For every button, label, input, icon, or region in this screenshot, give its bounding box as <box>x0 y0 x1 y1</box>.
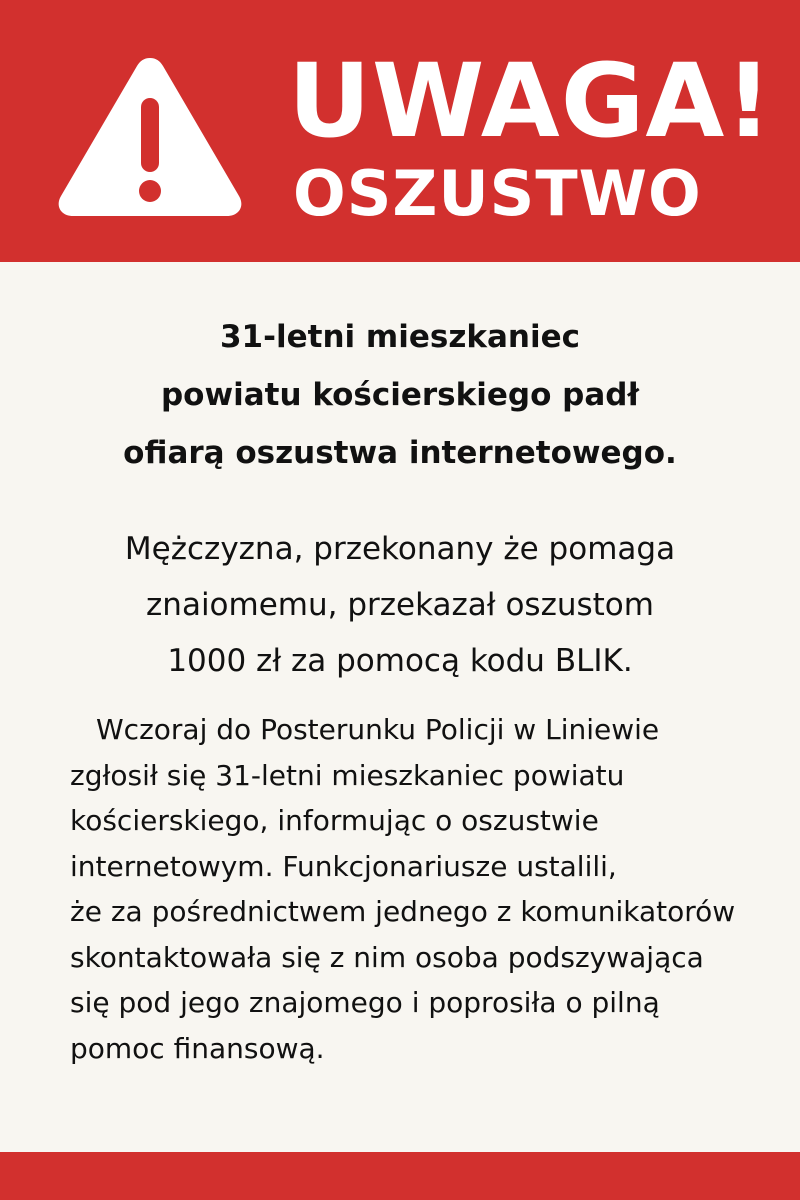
summary-line: 1000 zł za pomocą kodu BLIK. <box>167 643 633 679</box>
warning-subtitle: OSZUSTWO <box>293 157 702 230</box>
body-line: zgłosił się 31-letni mieszkaniec powiatu <box>70 758 625 792</box>
footer-bar <box>0 1152 800 1200</box>
body-line: że za pośrednictwem jednego z komunikatorów <box>70 895 736 928</box>
warning-banner <box>0 0 800 262</box>
summary <box>40 521 760 689</box>
headline-line: powiatu kościerskiego padł <box>160 377 639 413</box>
warning-triangle-icon <box>55 50 245 220</box>
headline-line: 31-letni mieszkaniec <box>219 319 581 355</box>
summary-line: znaiomemu, przekazał oszustom <box>146 587 654 623</box>
warning-title: UWAGA! <box>288 42 773 161</box>
body-line: pomoc finansową. <box>70 1031 325 1065</box>
body-paragraph <box>70 707 780 1071</box>
summary-line: Mężczyzna, przekonany że pomaga <box>124 531 676 567</box>
body-line: się pod jego znajomego i poprosiła o pilną <box>70 986 660 1019</box>
body-line: kościerskiego, informując o oszustwie <box>70 804 599 837</box>
body-line: Wczoraj do Posterunku Policji w Liniewie <box>96 713 660 746</box>
body-line: internetowym. Funkcjonariusze ustalili, <box>70 849 617 883</box>
body-line: skontaktowała się z nim osoba podszywająca <box>70 940 704 974</box>
headline <box>40 308 760 482</box>
headline-line: ofiarą oszustwa internetowego. <box>123 435 677 471</box>
